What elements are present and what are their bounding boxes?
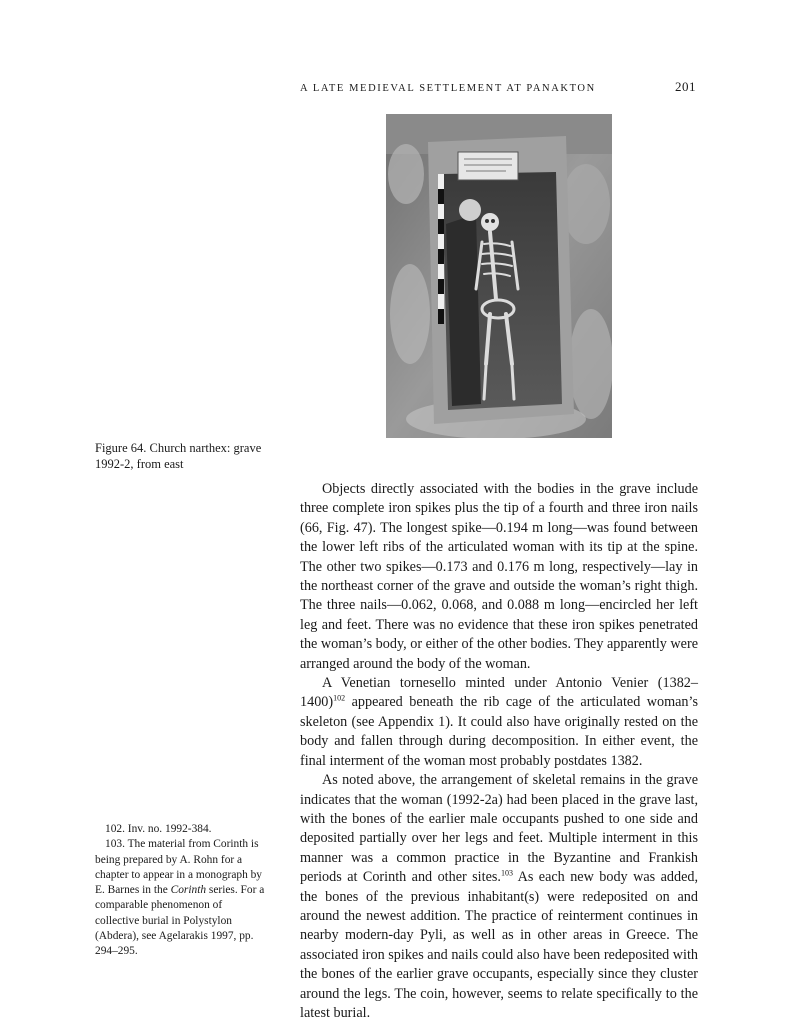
- footnote-ref-102[interactable]: 102: [333, 693, 346, 703]
- footnote-103: [95, 837, 265, 959]
- running-head: [300, 79, 696, 95]
- footnotes: [95, 822, 265, 960]
- main-text: [300, 480, 698, 1023]
- footnote-ref-103[interactable]: 103: [500, 868, 513, 878]
- footnote-102: 102. Inv. no. 1992-384.: [105, 823, 212, 835]
- footnote-103-text-b: series. For a comparable phenomenon of collective burial in Polystylon (Abdera), see Agelarakis 1997, pp. 294–295.: [95, 884, 265, 958]
- paragraph-2-text-b: appeared beneath the rib cage of the articulated woman’s skeleton (see Appendix 1). It could also have originally rested on the body and fallen through during decomposition. In either event, the final interment of the woman most probably postdates 1382.: [300, 694, 698, 769]
- paragraph-3: [300, 771, 698, 1023]
- footnote-103-text-a: 103. The material from Corinth is being prepared by A. Rohn for a chapter to appear in a monograph by E. Barnes in the: [95, 838, 262, 897]
- running-head-title: A LATE MEDIEVAL SETTLEMENT AT PANAKTON: [300, 83, 596, 94]
- paragraph-1: Objects directly associated with the bodies in the grave include three complete iron spikes plus the tip of a fourth and three iron nails (66, Fig. 47). The longest spike—0.194 m long—was found between the lower left ribs of the articulated woman with its tip at the spine. The other two spikes—0.173 and 0.176 m long, respectively—lay in the northeast corner of the grave and outside the woman’s right thigh. The three nails—0.062, 0.068, and 0.088 m long—encircled her left leg and feet. There was no evidence that these iron spikes penetrated the woman’s body, or either of the other bodies. They apparently were arranged around the body of the woman.: [300, 481, 698, 672]
- paragraph-3-text-a: As noted above, the arrangement of skeletal remains in the grave indicates that the woman (1992-2a) had been placed in the grave last, with the bones of the earlier male occupants pushed to one side and deposited partially over her legs and feet. Multiple interment in this manner was a common practice in the Byzantine and Frankish periods at Corinth and other sites.: [300, 772, 698, 886]
- paragraph-2: [300, 674, 698, 771]
- footnote-103-series-title: Corinth: [170, 884, 207, 897]
- grave-photograph-icon: [386, 114, 612, 438]
- paragraph-3-text-b: As each new body was added, the bones of the previous inhabitant(s) were redeposited on and around the newest addition. The practice of reinterment continues in nearby modern-day Pyli, as well as in other areas in Greece. The associated iron spikes and nails could also have been redeposited with the bones of the earlier grave occupants, especially since they cluster around the legs. The coin, however, seems to relate specifically to the latest burial.: [300, 869, 699, 1021]
- figure-caption: Figure 64. Church narthex: grave 1992-2, from east: [95, 441, 262, 471]
- paragraph-2-text-a: A Venetian tornesello minted under Antonio Venier (1382–1400): [300, 675, 698, 711]
- page-number: 201: [675, 79, 696, 94]
